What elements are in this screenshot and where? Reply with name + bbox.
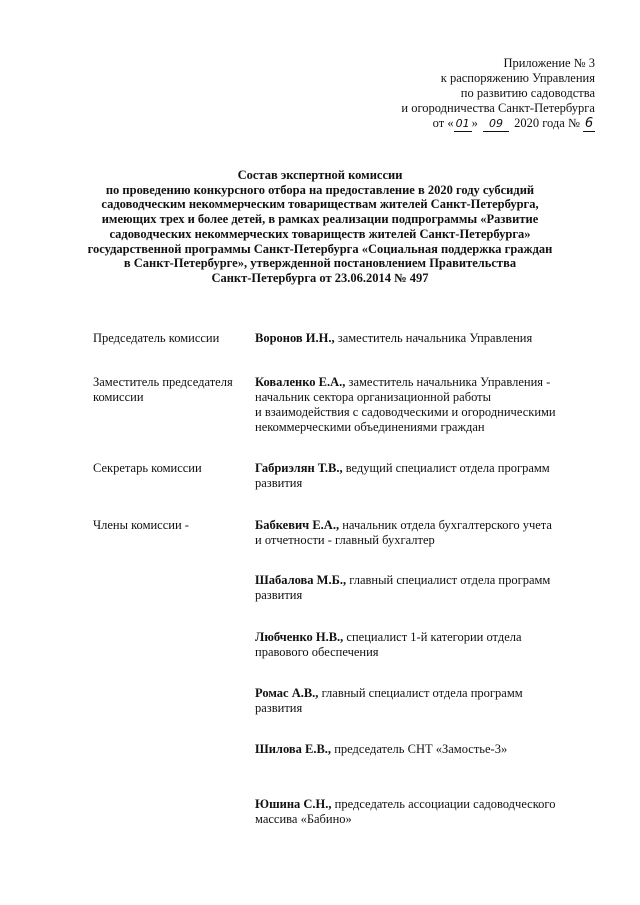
title-line: Состав экспертной комиссии [237, 168, 403, 182]
member-position-line: развития [255, 476, 303, 490]
appendix-line-2: к распоряжению Управления [440, 71, 595, 85]
member-entry [255, 573, 585, 603]
member-role [93, 461, 243, 476]
member-name: Габриэлян Т.В., [255, 461, 343, 475]
role-line: Секретарь комиссии [93, 461, 202, 475]
member-position: заместитель начальника Управления [334, 331, 533, 345]
title-line: Санкт-Петербурга от 23.06.2014 № 497 [211, 270, 429, 285]
member-entry [255, 797, 585, 827]
member-position-line: развития [255, 588, 303, 602]
member-position-line: и взаимодействия с садоводческими и огородническими [255, 405, 556, 419]
member-name: Коваленко Е.А., [255, 375, 346, 389]
handwritten-number: 6 [584, 116, 594, 131]
member-name: Бабкевич Е.А., [255, 518, 340, 532]
member-entry [255, 630, 585, 660]
member-name: Шабалова М.Б., [255, 573, 347, 587]
member-position-line: правового обеспечения [255, 645, 379, 659]
title-line: по проведению конкурсного отбора на предоставление в 2020 году субсидий [105, 182, 535, 197]
member-position-line: начальник сектора организационной работы [255, 390, 492, 404]
member-position: специалист 1-й категории отдела [343, 630, 522, 644]
member-role [93, 375, 243, 405]
title-line: имеющих трех и более детей, в рамках реализации подпрограммы «Развитие [101, 212, 539, 227]
member-position: главный специалист отдела программ [346, 573, 551, 587]
appendix-line-3: по развитию садоводства [460, 86, 595, 100]
member-position: заместитель начальника Управления - [345, 375, 551, 389]
appendix-header [335, 56, 595, 132]
role-line: Заместитель председателя [93, 375, 233, 389]
member-role [93, 331, 243, 346]
handwritten-day: 01 [455, 117, 470, 130]
member-position: председатель СНТ «Замостье-3» [331, 742, 508, 756]
date-year: 2020 года № [510, 116, 583, 130]
member-position: главный специалист отдела программ [318, 686, 523, 700]
title-line: садоводческим некоммерческим товариществам жителей Санкт-Петербурга, [101, 197, 539, 212]
member-entry [255, 518, 585, 548]
member-position-line: некоммерческими объединениями граждан [255, 420, 485, 434]
member-name: Воронов И.Н., [255, 331, 335, 345]
handwritten-month: 09 [483, 116, 509, 132]
member-position: ведущий специалист отдела программ [342, 461, 550, 475]
appendix-line-4: и огородничества Санкт-Петербурга [401, 101, 595, 115]
date-prefix: от « [432, 116, 454, 130]
member-name: Ромас А.В., [255, 686, 319, 700]
appendix-line-1: Приложение № 3 [503, 56, 595, 70]
member-position: начальник отдела бухгалтерского учета [339, 518, 552, 532]
date-mid: » [471, 116, 481, 130]
member-position-line: развития [255, 701, 303, 715]
member-name: Юшина С.Н., [255, 797, 332, 811]
title-line: государственной программы Санкт-Петербурга «Социальная поддержка граждан [87, 241, 553, 256]
role-line: комиссии [93, 390, 144, 404]
role-line: Председатель комиссии [93, 331, 220, 345]
member-name: Любченко Н.В., [255, 630, 344, 644]
member-entry [255, 461, 585, 491]
member-position-line: и отчетности - главный бухгалтер [255, 533, 435, 547]
member-position: председатель ассоциации садоводческого [331, 797, 556, 811]
appendix-date-line [335, 116, 595, 132]
member-role [93, 518, 243, 533]
role-line: Члены комиссии - [93, 518, 189, 532]
member-entry [255, 742, 585, 757]
member-position-line: массива «Бабино» [255, 812, 352, 826]
member-entry [255, 375, 585, 435]
member-entry [255, 686, 585, 716]
title-line: в Санкт-Петербурге», утвержденной постановлением Правительства [123, 256, 517, 271]
member-entry [255, 331, 585, 346]
member-name: Шилова Е.В., [255, 742, 332, 756]
document-title [86, 168, 554, 286]
title-line: садоводческих некоммерческих товариществ жителей Санкт-Петербурга» [109, 226, 531, 241]
